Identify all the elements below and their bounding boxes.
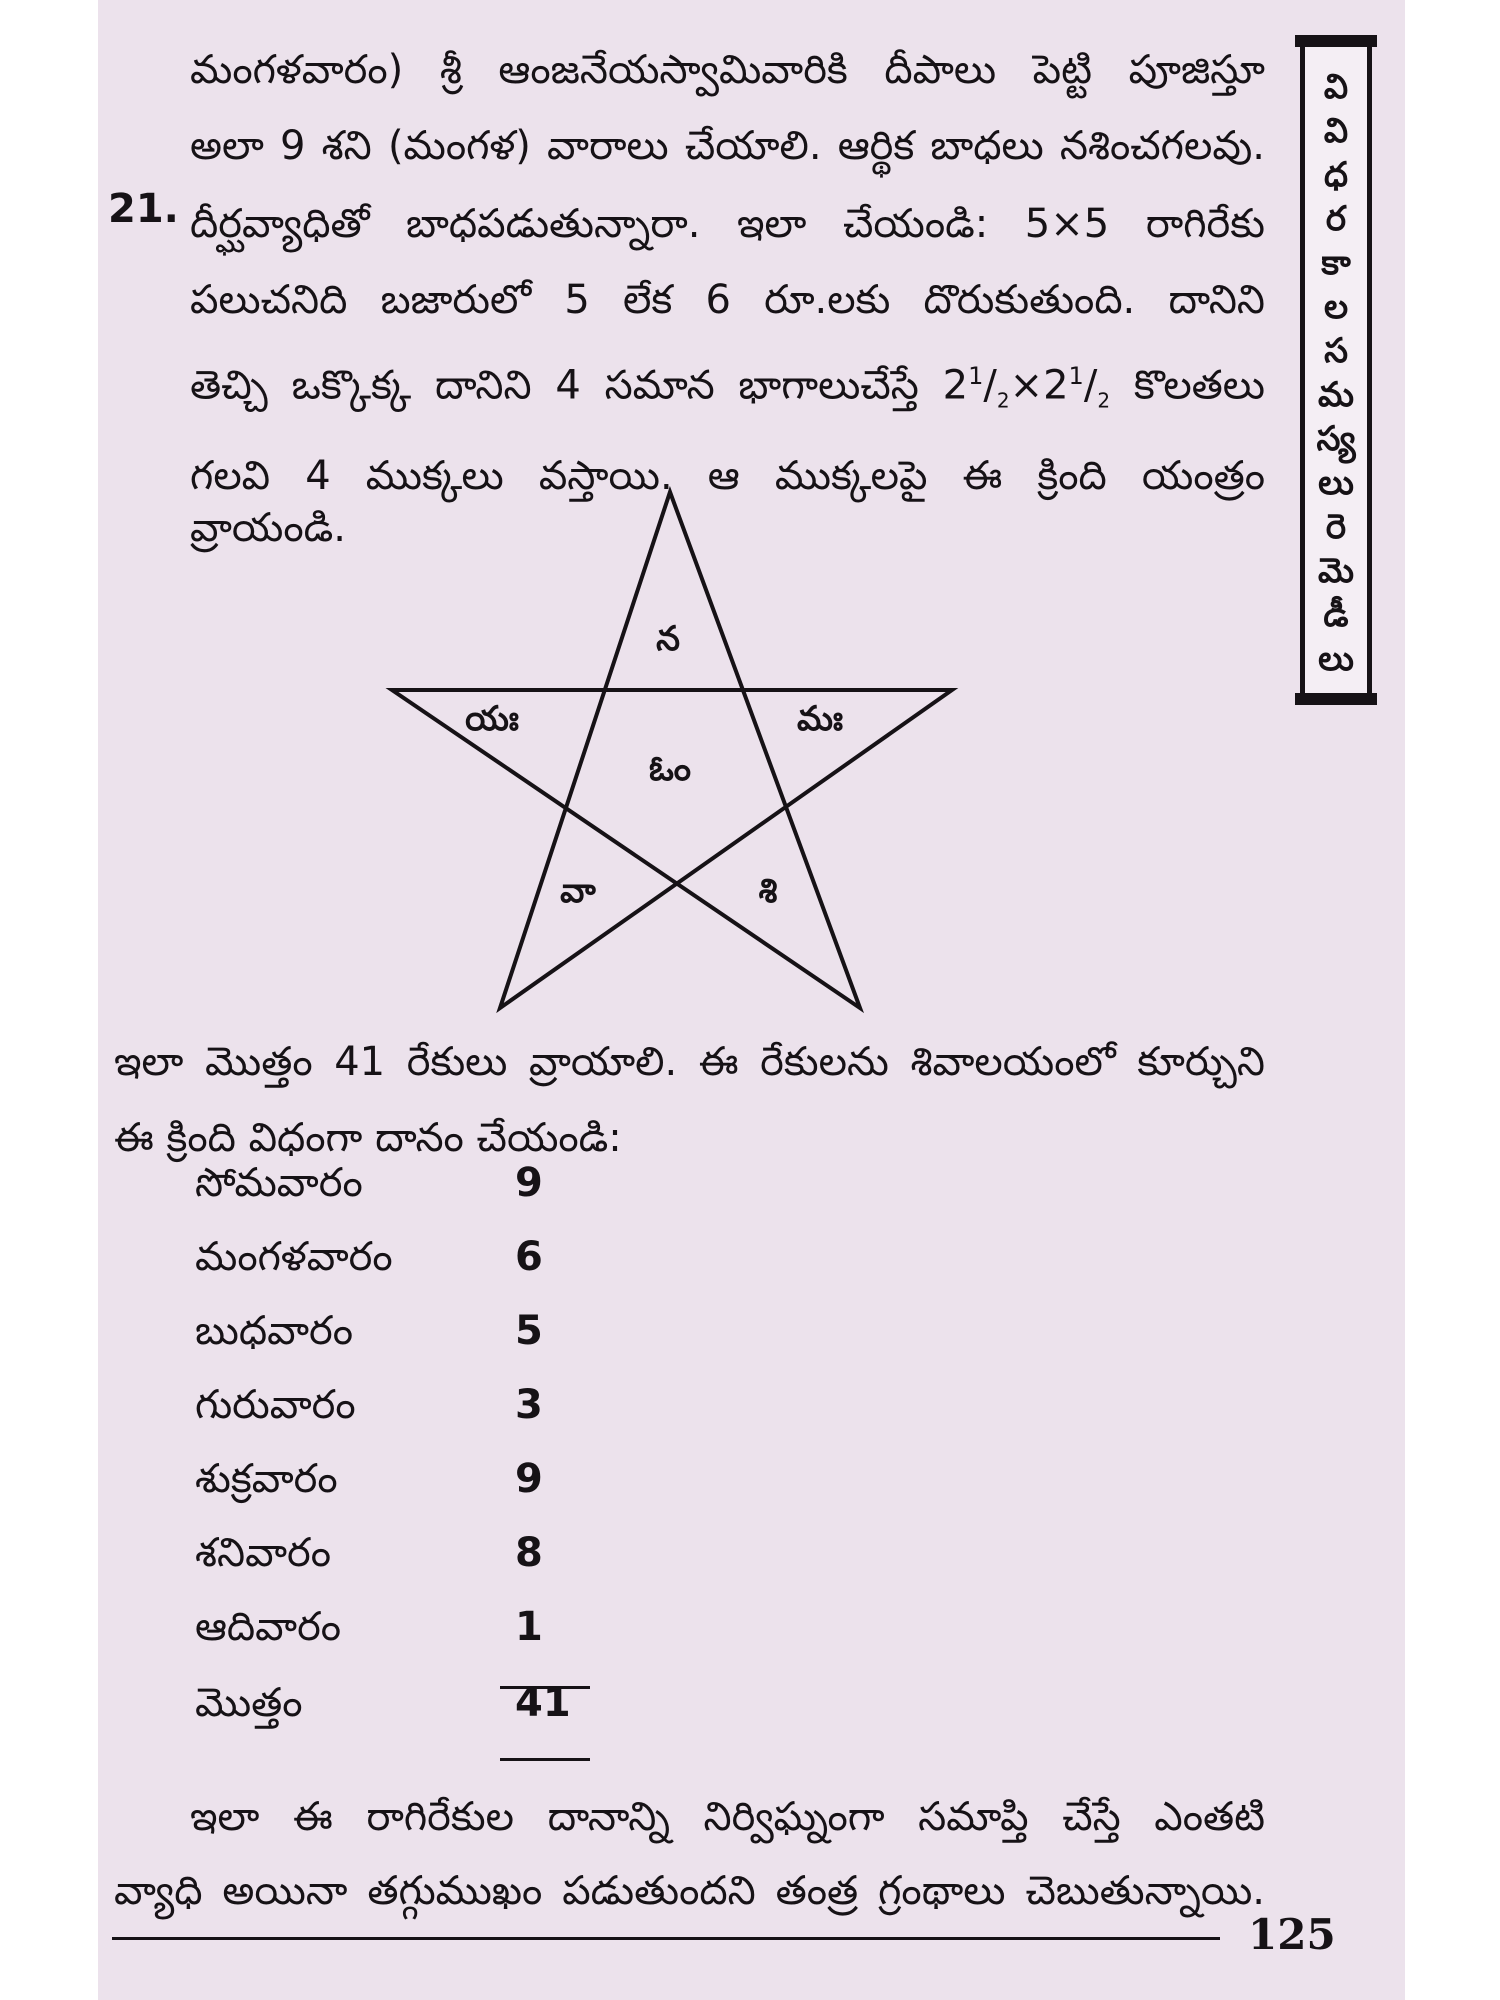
table-row (195, 1530, 615, 1604)
fraction-numerator: 1 (968, 362, 984, 390)
item21-line-1: దీర్ఘవ్యాధితో బాధపడుతున్నారా. ఇలా చేయండి: 5×5 రాగిరేకు (190, 201, 1265, 247)
conclusion-paragraph (114, 1780, 1265, 1928)
day-count: 5 (515, 1308, 543, 1354)
donation-table (195, 1160, 615, 1754)
item21-paragraph (190, 186, 1265, 514)
after-line-2: ఈ క్రింది విధంగా దానం చేయండి: (114, 1115, 622, 1161)
day-count: 6 (515, 1234, 543, 1280)
side-title-char: స (1324, 331, 1348, 371)
yantra-bottom-left-syllable: వా (560, 871, 596, 911)
side-title-char: వి (1323, 67, 1349, 107)
intro-line-2: అలా 9 శని (మంగళ) వారాలు చేయాలి. ఆర్థిక బాధలు నశించగలవు. (190, 123, 1265, 169)
fraction-slash-2: / (1083, 362, 1098, 409)
table-row (195, 1160, 615, 1234)
yantra-right-syllable: మః (796, 699, 844, 739)
side-title-char: లు (1318, 639, 1354, 679)
yantra-top-syllable: న (656, 619, 680, 659)
after-line-1: ఇలా మొత్తం 41 రేకులు వ్రాయాలి. ఈ రేకులను శివాలయంలో కూర్చుని (114, 1039, 1265, 1085)
item21-line-4: గలవి 4 ముక్కలు వస్తాయి. ఆ ముక్కలపై ఈ క్రింది యంత్రం (190, 453, 1265, 500)
side-title-char: ల (1323, 287, 1349, 327)
side-title-char: డీ (1323, 595, 1349, 635)
day-name: బుధవారం (195, 1308, 353, 1354)
table-row (195, 1604, 615, 1678)
item21-line-3 (190, 338, 1265, 438)
intro-paragraph (190, 32, 1265, 184)
conclusion-line-1: ఇలా ఈ రాగిరేకుల దానాన్ని నిర్విఘ్నంగా సమాప్తి చేస్తే ఎంతటి (190, 1794, 1265, 1840)
side-title-char: లు (1318, 463, 1354, 503)
fraction-denominator-2: 2 (1097, 388, 1111, 413)
total-count: 41 (515, 1680, 571, 1726)
item21-line-2: పలుచనిది బజారులో 5 లేక 6 రూ.లకు దొరుకుతుంది. దానిని (190, 277, 1266, 323)
intro-line-1: మంగళవారం) శ్రీ ఆంజనేయస్వామివారికి దీపాలు పెట్టి పూజిస్తూ (190, 47, 1265, 93)
side-title-char: స్య (1316, 419, 1356, 459)
item-number: 21. (108, 186, 179, 232)
day-name: సోమవారం (195, 1160, 363, 1206)
day-name: మంగళవారం (195, 1234, 393, 1280)
side-box-cap-bottom (1295, 693, 1377, 705)
item21-line-3-end: కొలతలు (1110, 362, 1265, 409)
yantra-bottom-right-syllable: శి (758, 871, 778, 911)
side-title-box (1300, 40, 1372, 700)
day-name: శుక్రవారం (195, 1456, 338, 1502)
fraction-denominator: 2 (996, 388, 1010, 413)
side-title-char: మె (1318, 551, 1354, 591)
table-row (195, 1382, 615, 1456)
day-count: 9 (515, 1160, 543, 1206)
side-title-char: ర (1325, 199, 1347, 239)
day-name: గురువారం (195, 1382, 356, 1428)
fraction-slash: / (983, 362, 997, 409)
yantra-left-syllable: యః (465, 699, 519, 739)
after-paragraph (114, 1024, 1265, 1100)
item21-line-3-text: తెచ్చి ఒక్కొక్క దానిని 4 సమాన భాగాలుచేస్తే 2 (190, 362, 969, 409)
table-row (195, 1234, 615, 1308)
day-count: 1 (515, 1604, 543, 1650)
dimension-times: ×2 (1009, 362, 1069, 409)
side-title-char: ధ (1323, 155, 1348, 195)
day-count: 9 (515, 1456, 543, 1502)
side-title-char: రె (1325, 507, 1347, 547)
side-title-char: వి (1323, 111, 1349, 151)
total-underline (500, 1758, 590, 1761)
item21-line-5: వ్రాయండి. (190, 505, 346, 551)
day-name: శనివారం (195, 1530, 331, 1576)
side-title-char: మ (1318, 375, 1354, 415)
side-box-cap-top (1295, 35, 1377, 47)
page-number: 125 (1248, 1910, 1336, 1959)
pentagram-yantra (380, 480, 980, 1020)
conclusion-line-2: వ్యాధి అయినా తగ్గుముఖం పడుతుందని తంత్ర గ్రంథాలు చెబుతున్నాయి. (114, 1868, 1265, 1914)
yantra-center-syllable: ఓం (648, 749, 692, 789)
day-name: ఆదివారం (195, 1604, 342, 1650)
day-count: 3 (515, 1382, 543, 1428)
table-row (195, 1308, 615, 1382)
side-title-characters (1305, 65, 1367, 681)
footer-rule (112, 1937, 1220, 1940)
table-row (195, 1456, 615, 1530)
table-total-row (195, 1680, 615, 1754)
fraction-numerator-2: 1 (1068, 362, 1084, 390)
side-title-char: కా (1321, 243, 1351, 283)
day-count: 8 (515, 1530, 543, 1576)
total-label: మొత్తం (195, 1680, 303, 1726)
